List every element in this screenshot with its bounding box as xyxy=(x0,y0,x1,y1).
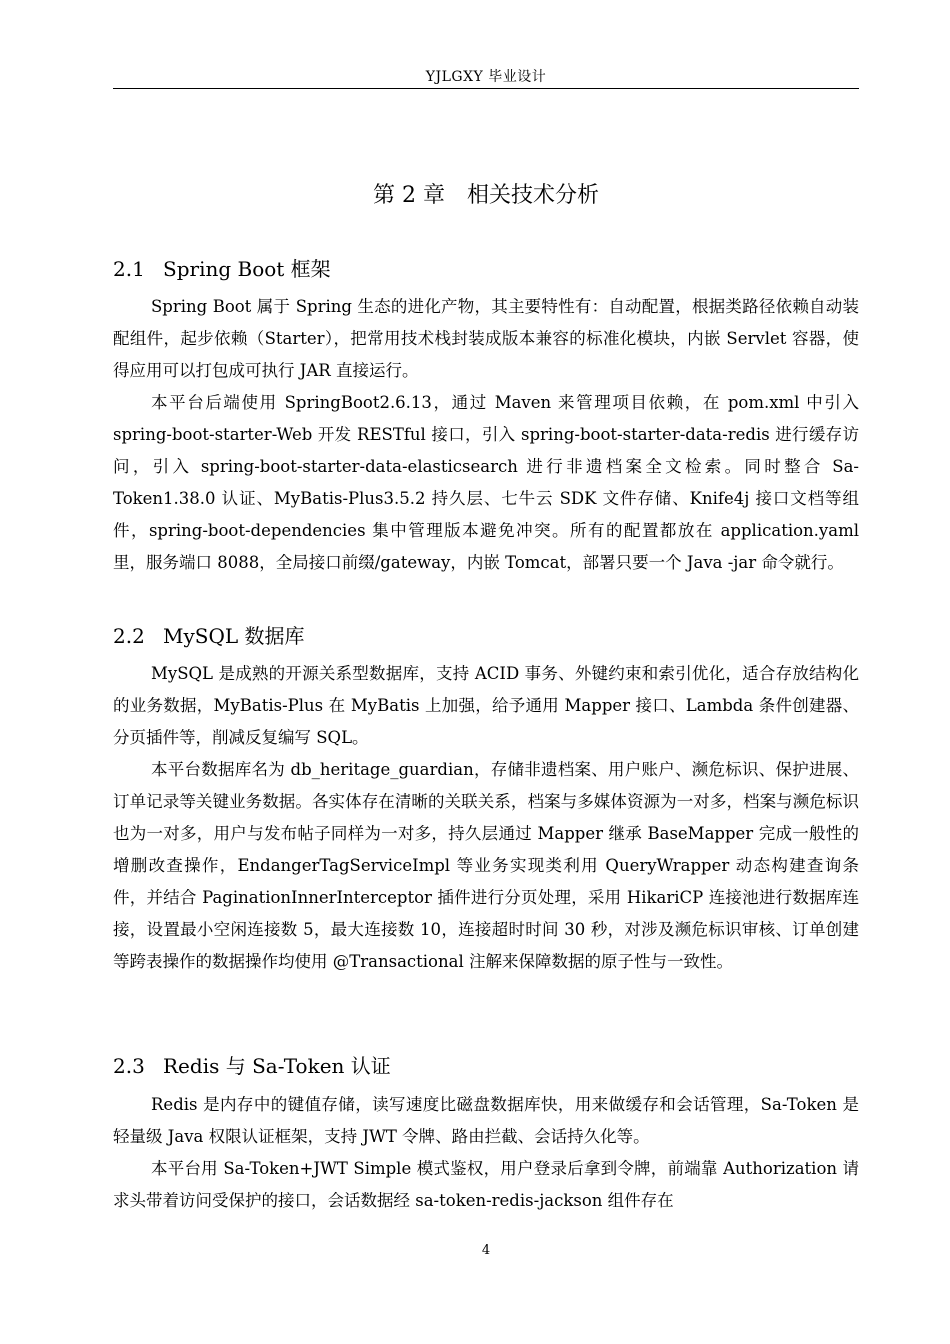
section-heading xyxy=(113,1050,391,1079)
section-title: Spring Boot 框架 xyxy=(163,257,331,281)
body-paragraph: 本平台用 Sa-Token+JWT Simple 模式鉴权，用户登录后拿到令牌，前端靠 Authorization 请求头带着访问受保护的接口，会话数据经 sa-token-redis-jackson 组件存在 xyxy=(113,1159,859,1210)
section-title: Redis 与 Sa-Token 认证 xyxy=(163,1054,391,1078)
section-number: 2.1 xyxy=(113,257,145,281)
chapter-title xyxy=(113,178,859,209)
section-title: MySQL 数据库 xyxy=(163,624,305,648)
body-paragraph: MySQL 是成熟的开源关系型数据库，支持 ACID 事务、外键约束和索引优化，适合存放结构化的业务数据，MyBatis-Plus 在 MyBatis 上加强，给予通用 Mapper 接口、Lambda 条件创建器、分页插件等，削减反复编写 SQL。 xyxy=(113,664,859,747)
section-heading xyxy=(113,620,305,649)
body-paragraph: Redis 是内存中的键值存储，读写速度比磁盘数据库快，用来做缓存和会话管理，Sa-Token 是轻量级 Java 权限认证框架，支持 JWT 令牌、路由拦截、会话持久化等。 xyxy=(113,1095,859,1146)
section-number: 2.2 xyxy=(113,624,145,648)
chapter-name: 相关技术分析 xyxy=(466,183,599,208)
header-divider xyxy=(113,88,859,89)
body-paragraph: Spring Boot 属于 Spring 生态的进化产物，其主要特性有：自动配置，根据类路径依赖自动装配组件，起步依赖（Starter），把常用技术栈封装成版本兼容的标准化模块，内嵌 Servlet 容器，使得应用可以打包成可执行 JAR 直接运行。 xyxy=(113,297,859,380)
body-paragraph: 本平台数据库名为 db_heritage_guardian，存储非遗档案、用户账户、濒危标识、保护进展、订单记录等关键业务数据。各实体存在清晰的关联关系，档案与多媒体资源为一对多，档案与濒危标识也为一对多，用户与发布帖子同样为一对多，持久层通过 Mapper 继承 BaseMapper 完成一般性的增删改查操作，EndangerTagServiceImpl 等业务实现类利用 QueryWrapper 动态构建查询条件，并结合 PaginationInnerInterceptor 插件进行分页处理，采用 HikariCP 连接池进行数据库连接，设置最小空闲连接数 5，最大连接数 10，连接超时时间 30 秒，对涉及濒危标识审核、订单创建等跨表操作的数据操作均使用 @Transactional 注解来保障数据的原子性与一致性。 xyxy=(113,760,859,971)
body-paragraph: 本平台后端使用 SpringBoot2.6.13，通过 Maven 来管理项目依赖，在 pom.xml 中引入 spring-boot-starter-Web 开发 RESTful 接口，引入 spring-boot-starter-data-redis 进行缓存访问，引入 spring-boot-starter-data-elasticsearch 进行非遗档案全文检索。同时整合 Sa-Token1.38.0 认证、MyBatis-Plus3.5.2 持久层、七牛云 SDK 文件存储、Knife4j 接口文档等组件，spring-boot-dependencies 集中管理版本避免冲突。所有的配置都放在 application.yaml 里，服务端口 8088，全局接口前缀/gateway，内嵌 Tomcat，部署只要一个 Java -jar 命令就行。 xyxy=(113,393,859,572)
running-header: YJLGXY 毕业设计 xyxy=(425,69,547,85)
section-number: 2.3 xyxy=(113,1054,145,1078)
page-number: 4 xyxy=(481,1243,491,1258)
chapter-number: 第 2 章 xyxy=(373,183,445,208)
section-heading xyxy=(113,253,331,282)
